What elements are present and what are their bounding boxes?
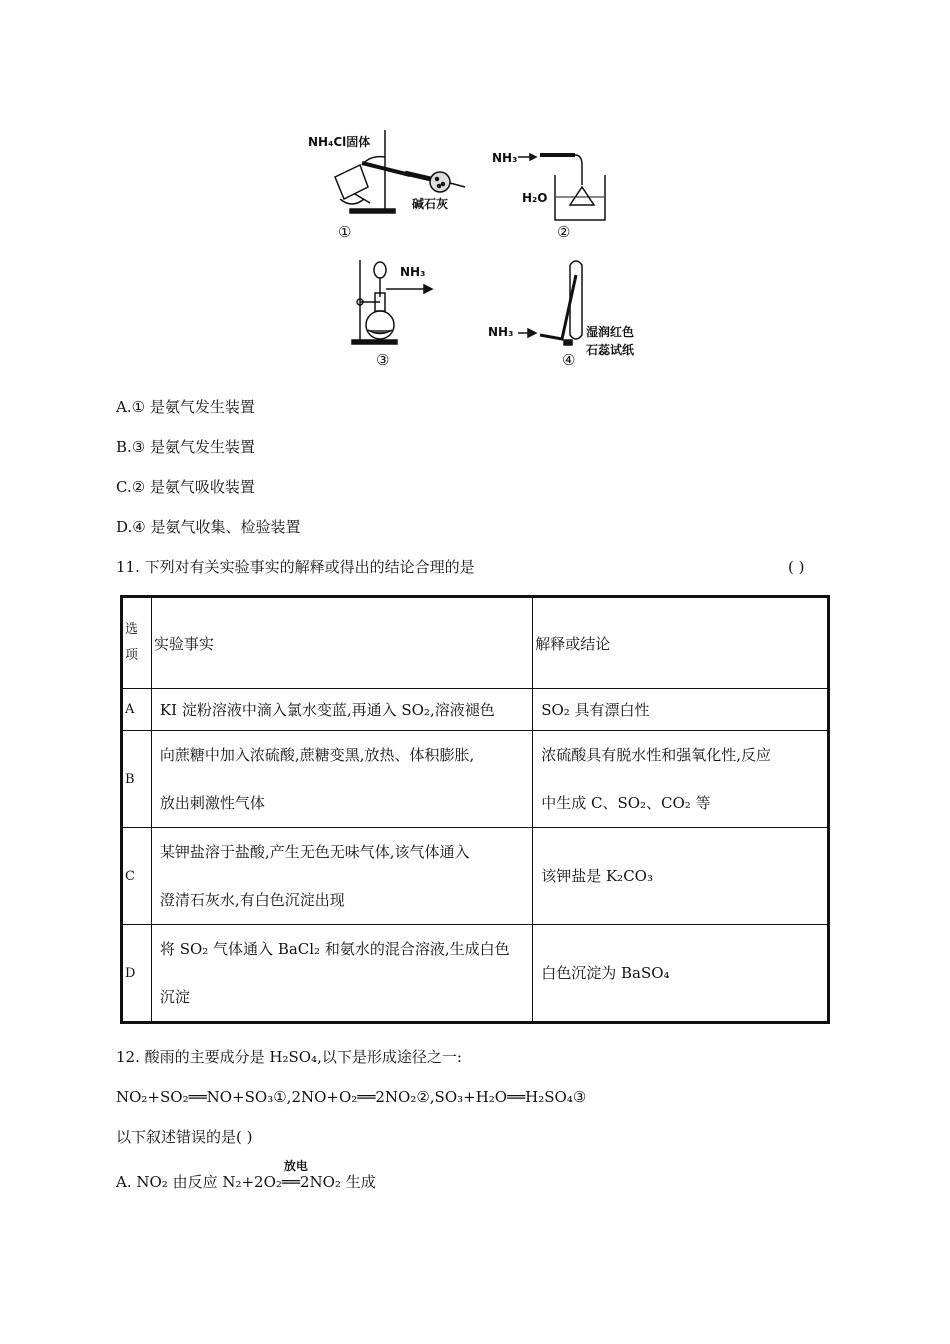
row-fact <box>151 828 532 925</box>
header-conclusion <box>533 597 829 689</box>
row-option: C <box>122 828 152 925</box>
header-option <box>122 597 152 689</box>
apparatus-figure <box>300 125 660 375</box>
label-nh3-2: NH₃ <box>492 151 518 165</box>
row-option: B <box>122 731 152 828</box>
figure-number-4: ④ <box>562 351 576 369</box>
label-nh3-4: NH₃ <box>488 325 514 339</box>
q11-answer-bracket: ( ) <box>788 558 805 576</box>
label-litmus-1: 湿润红色 <box>586 325 635 339</box>
q11-stem: 11. 下列对有关实验事实的解释或得出的结论合理的是 <box>116 558 475 576</box>
row-conclusion <box>533 689 829 731</box>
row-conclusion-line: 中生成 C、SO₂、CO₂ 等 <box>541 794 711 812</box>
figure-number-3: ③ <box>376 351 390 369</box>
row-conclusion-line: SO₂ 具有漂白性 <box>541 700 650 719</box>
q10-option-c: C.② 是氨气吸收装置 <box>116 478 255 496</box>
header-fact <box>151 597 532 689</box>
label-soda-lime: 碱石灰 <box>412 197 449 211</box>
label-nh4cl-solid: NH₄Cl固体 <box>308 135 371 149</box>
row-fact-line: 某钾盐溶于盐酸,产生无色无味气体,该气体通入 <box>159 843 470 861</box>
table-row <box>122 828 829 925</box>
row-conclusion-line: 浓硫酸具有脱水性和强氧化性,反应 <box>541 746 771 764</box>
row-conclusion <box>533 925 829 1023</box>
header-option-line-2: 项 <box>125 648 139 663</box>
table-header-row <box>122 597 829 689</box>
table-row <box>122 731 829 828</box>
label-litmus-2: 石蕊试纸 <box>586 343 635 357</box>
table-row <box>122 925 829 1023</box>
row-conclusion-line: 白色沉淀为 BaSO₄ <box>541 964 670 982</box>
q10-option-b: B.③ 是氨气发生装置 <box>116 438 256 456</box>
row-fact-line: 澄清石灰水,有白色沉淀出现 <box>159 891 345 909</box>
label-h2o: H₂O <box>522 191 548 205</box>
q10-option-a: A.① 是氨气发生装置 <box>116 398 255 416</box>
reaction-condition: 放电 <box>283 1159 308 1173</box>
q12-question: 以下叙述错误的是( ) <box>116 1128 253 1146</box>
row-conclusion <box>533 731 829 828</box>
row-fact-line: 向蔗糖中加入浓硫酸,蔗糖变黑,放热、体积膨胀, <box>159 746 475 764</box>
figure-number-2: ② <box>557 223 571 241</box>
header-option-line-1: 选 <box>125 622 139 637</box>
label-nh3-3: NH₃ <box>400 265 426 279</box>
q12-stem: 12. 酸雨的主要成分是 H₂SO₄,以下是形成途径之一: <box>116 1048 462 1066</box>
row-fact-line: 放出刺激性气体 <box>159 794 265 812</box>
header-fact-text: 实验事实 <box>153 634 214 653</box>
row-fact-line: KI 淀粉溶液中滴入氯水变蓝,再通入 SO₂,溶液褪色 <box>159 700 495 719</box>
row-fact <box>151 689 532 731</box>
reaction-arrow: 放电 ══ <box>282 1172 300 1192</box>
header-conclusion-text: 解释或结论 <box>535 634 611 653</box>
row-option: D <box>122 925 152 1023</box>
apparatus-2 <box>518 154 605 220</box>
row-option: A <box>122 689 152 731</box>
figure-number-1: ① <box>338 223 352 241</box>
q12-option-a-suffix: 2NO₂ 生成 <box>299 1173 376 1191</box>
row-fact-line: 将 SO₂ 气体通入 BaCl₂ 和氨水的混合溶液,生成白色 <box>159 940 510 958</box>
q10-option-d: D.④ 是氨气收集、检验装置 <box>116 518 301 536</box>
row-conclusion <box>533 828 829 925</box>
q12-equations: NO₂+SO₂══NO+SO₃①,2NO+O₂══2NO₂②,SO₃+H₂O══H₂SO₄③ <box>116 1088 587 1106</box>
apparatus-4 <box>518 261 582 345</box>
row-fact <box>151 925 532 1023</box>
q12-option-a <box>116 1159 376 1192</box>
row-conclusion-line: 该钾盐是 K₂CO₃ <box>541 867 653 885</box>
q12-option-a-prefix: A. NO₂ 由反应 N₂+2O₂ <box>116 1173 282 1191</box>
row-fact <box>151 731 532 828</box>
table-row <box>122 689 829 731</box>
q11-table <box>120 595 830 1024</box>
row-fact-line: 沉淀 <box>159 988 190 1006</box>
